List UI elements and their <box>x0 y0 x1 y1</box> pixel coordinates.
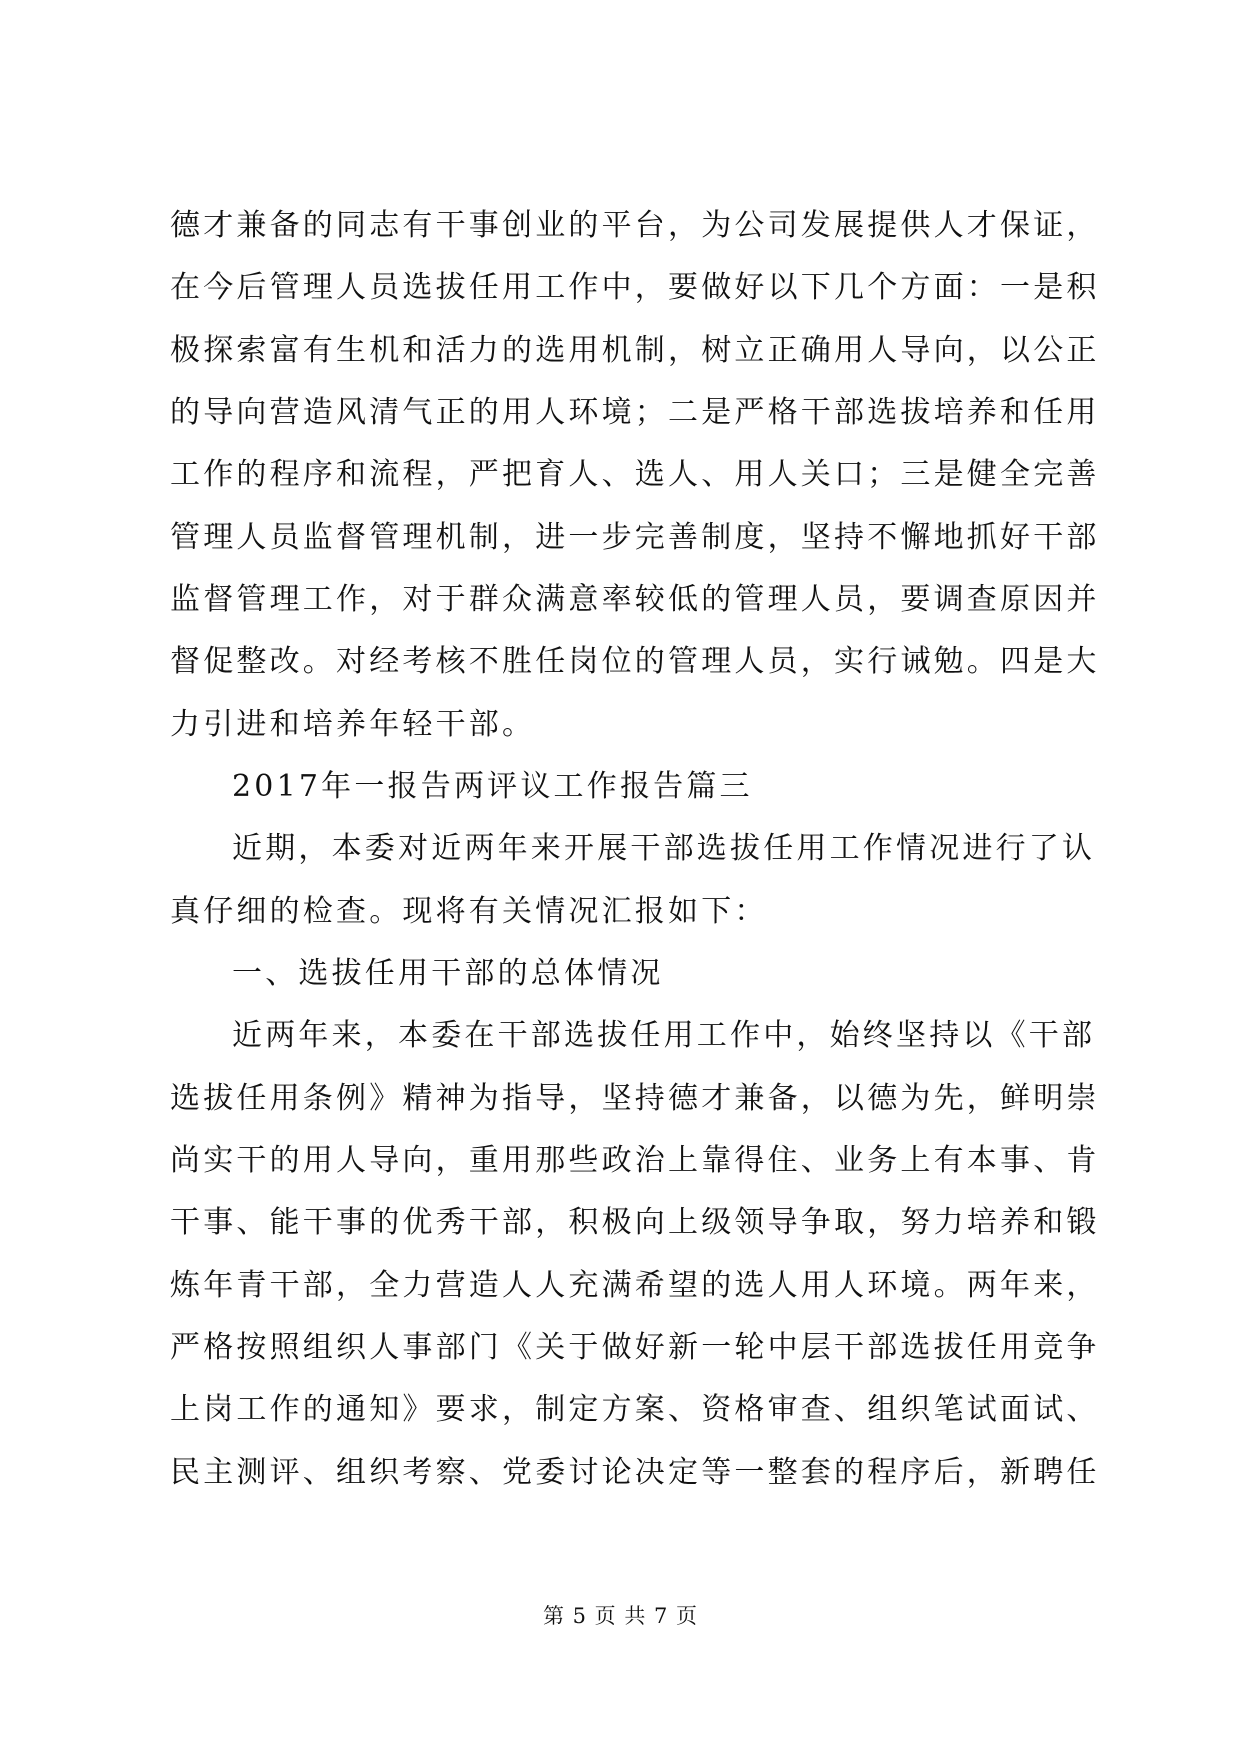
body-line: 德才兼备的同志有干事创业的平台，为公司发展提供人才保证， <box>170 208 1100 243</box>
subsection-heading: 一、选拔任用干部的总体情况 <box>232 956 664 991</box>
body-line: 在今后管理人员选拔任用工作中，要做好以下几个方面：一是积 <box>170 270 1100 305</box>
body-line: 力引进和培养年轻干部。 <box>170 707 536 742</box>
body-line: 炼年青干部，全力营造人人充满希望的选人用人环境。两年来， <box>170 1268 1100 1303</box>
page-number-footer: 第 5 页 共 7 页 <box>542 1604 699 1628</box>
body-line: 民主测评、组织考察、党委讨论决定等一整套的程序后，新聘任 <box>170 1455 1100 1490</box>
body-line: 极探索富有生机和活力的选用机制，树立正确用人导向，以公正 <box>170 333 1100 368</box>
section-heading: 2017年一报告两评议工作报告篇三 <box>232 769 753 804</box>
body-line: 真仔细的检查。现将有关情况汇报如下： <box>170 894 768 929</box>
body-line: 的导向营造风清气正的用人环境；二是严格干部选拔培养和任用 <box>170 395 1100 430</box>
body-line: 严格按照组织人事部门《关于做好新一轮中层干部选拔任用竞争 <box>170 1330 1100 1365</box>
body-line: 上岗工作的通知》要求，制定方案、资格审查、组织笔试面试、 <box>170 1392 1100 1427</box>
body-line: 监督管理工作，对于群众满意率较低的管理人员，要调查原因并 <box>170 582 1100 617</box>
body-line: 管理人员监督管理机制，进一步完善制度，坚持不懈地抓好干部 <box>170 520 1100 555</box>
body-line: 督促整改。对经考核不胜任岗位的管理人员，实行诫勉。四是大 <box>170 644 1100 679</box>
body-line: 尚实干的用人导向，重用那些政治上靠得住、业务上有本事、肯 <box>170 1143 1100 1178</box>
body-line: 选拔任用条例》精神为指导，坚持德才兼备，以德为先，鲜明崇 <box>170 1081 1100 1116</box>
body-line: 干事、能干事的优秀干部，积极向上级领导争取，努力培养和锻 <box>170 1205 1100 1240</box>
body-line: 工作的程序和流程，严把育人、选人、用人关口；三是健全完善 <box>170 457 1100 492</box>
paragraph-first-line: 近期，本委对近两年来开展干部选拔任用工作情况进行了认 <box>232 831 1096 866</box>
paragraph-first-line: 近两年来，本委在干部选拔任用工作中，始终坚持以《干部 <box>232 1018 1096 1053</box>
